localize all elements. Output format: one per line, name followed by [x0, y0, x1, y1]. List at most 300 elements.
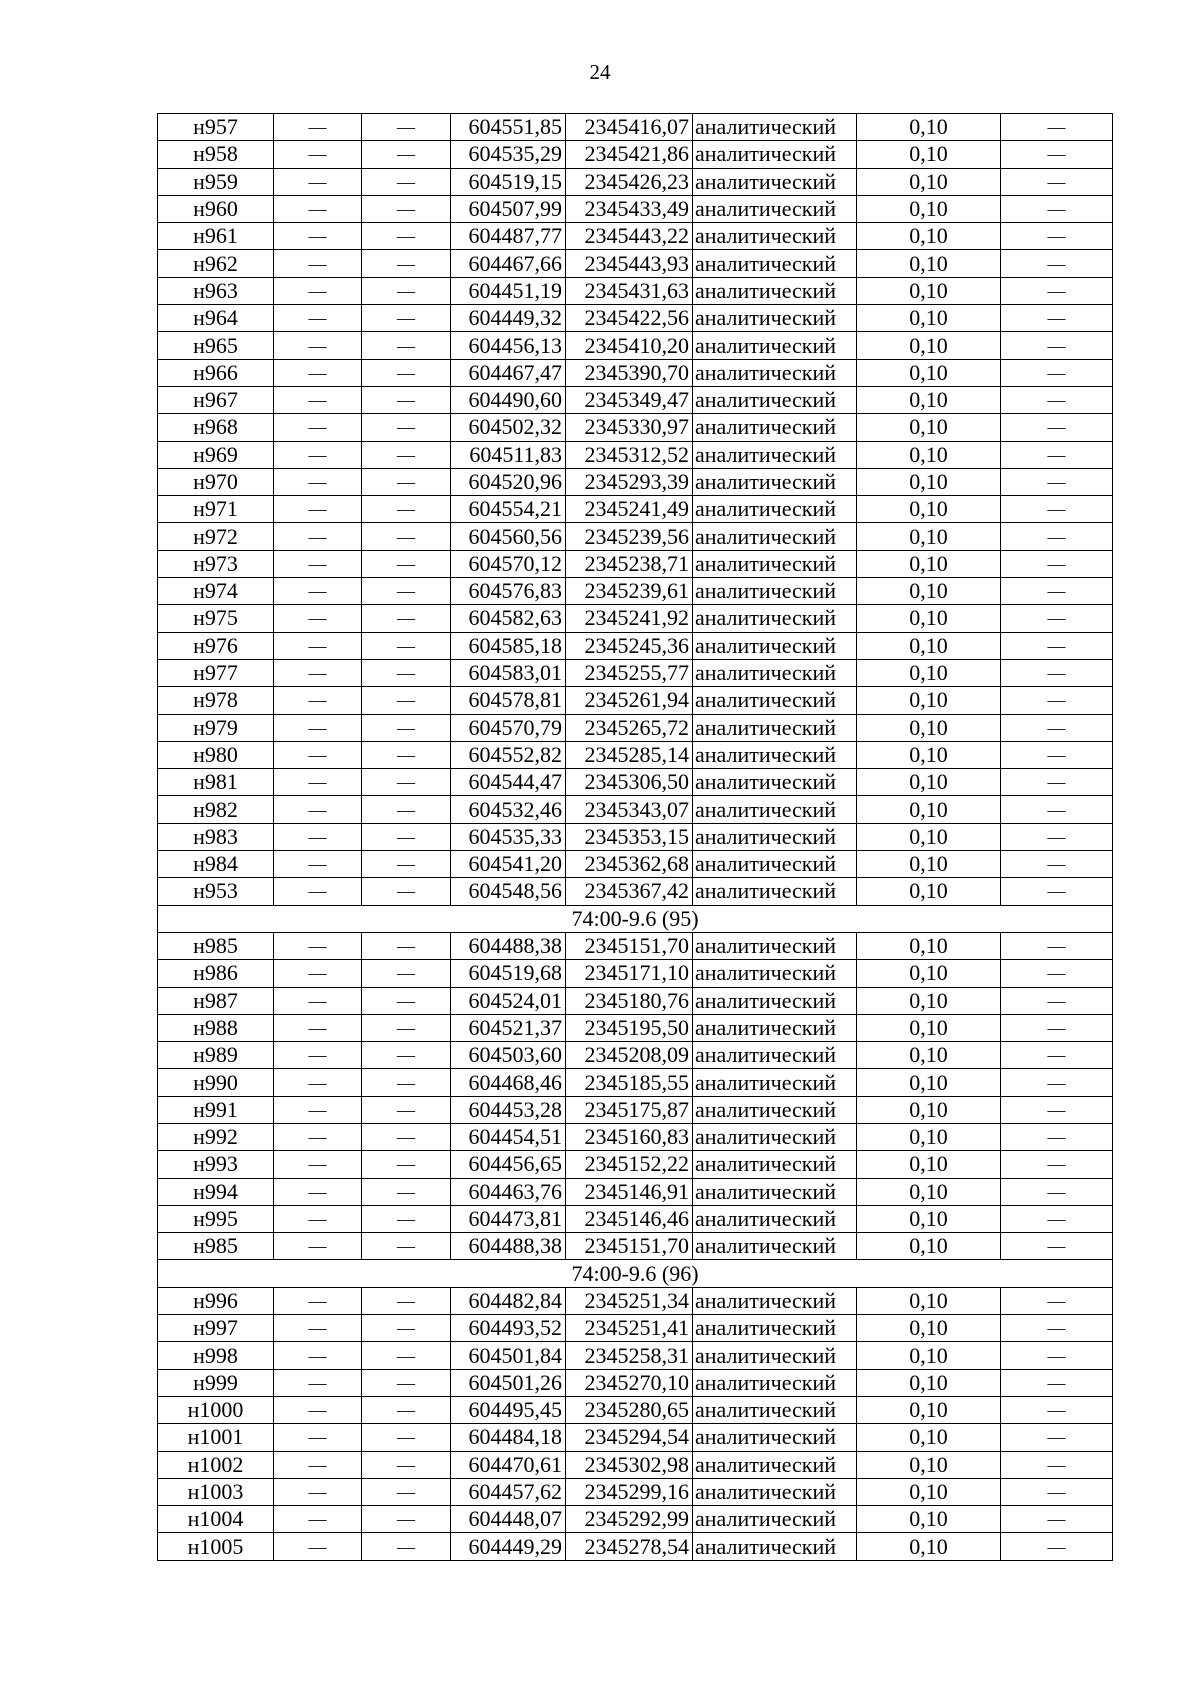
dash-cell: —: [1001, 386, 1113, 413]
point-cell: н998: [158, 1342, 274, 1369]
dash-cell: —: [274, 114, 362, 141]
x-coordinate-cell: 604544,47: [451, 769, 566, 796]
accuracy-cell: 0,10: [857, 195, 1001, 222]
y-coordinate-cell: 2345239,56: [566, 523, 693, 550]
dash-cell: —: [362, 1369, 451, 1396]
accuracy-cell: 0,10: [857, 1233, 1001, 1260]
y-coordinate-cell: 2345285,14: [566, 741, 693, 768]
dash-cell: —: [274, 1042, 362, 1069]
x-coordinate-cell: 604578,81: [451, 687, 566, 714]
y-coordinate-cell: 2345293,39: [566, 468, 693, 495]
dash-cell: —: [362, 714, 451, 741]
point-cell: н969: [158, 441, 274, 468]
dash-cell: —: [1001, 878, 1113, 905]
method-cell: аналитический: [693, 605, 857, 632]
method-cell: аналитический: [693, 1042, 857, 1069]
dash-cell: —: [274, 1424, 362, 1451]
dash-cell: —: [274, 659, 362, 686]
accuracy-cell: 0,10: [857, 332, 1001, 359]
point-cell: н1004: [158, 1506, 274, 1533]
table-row: [158, 823, 1113, 850]
method-cell: аналитический: [693, 1123, 857, 1150]
y-coordinate-cell: 2345330,97: [566, 414, 693, 441]
point-cell: н983: [158, 823, 274, 850]
method-cell: аналитический: [693, 960, 857, 987]
x-coordinate-cell: 604467,47: [451, 359, 566, 386]
dash-cell: —: [274, 168, 362, 195]
x-coordinate-cell: 604448,07: [451, 1506, 566, 1533]
table-row: [158, 878, 1113, 905]
method-cell: аналитический: [693, 250, 857, 277]
table-row: [158, 1533, 1113, 1560]
table-row: [158, 250, 1113, 277]
dash-cell: —: [274, 250, 362, 277]
method-cell: аналитический: [693, 168, 857, 195]
y-coordinate-cell: 2345433,49: [566, 195, 693, 222]
dash-cell: —: [1001, 496, 1113, 523]
method-cell: аналитический: [693, 1342, 857, 1369]
accuracy-cell: 0,10: [857, 1069, 1001, 1096]
accuracy-cell: 0,10: [857, 223, 1001, 250]
y-coordinate-cell: 2345151,70: [566, 1233, 693, 1260]
dash-cell: —: [274, 332, 362, 359]
point-cell: н982: [158, 796, 274, 823]
method-cell: аналитический: [693, 851, 857, 878]
section-heading-row: [158, 1260, 1113, 1287]
table-row: [158, 523, 1113, 550]
accuracy-cell: 0,10: [857, 987, 1001, 1014]
dash-cell: —: [1001, 578, 1113, 605]
dash-cell: —: [362, 250, 451, 277]
dash-cell: —: [1001, 823, 1113, 850]
y-coordinate-cell: 2345421,86: [566, 141, 693, 168]
x-coordinate-cell: 604532,46: [451, 796, 566, 823]
y-coordinate-cell: 2345245,36: [566, 632, 693, 659]
dash-cell: —: [362, 223, 451, 250]
dash-cell: —: [1001, 441, 1113, 468]
dash-cell: —: [362, 878, 451, 905]
dash-cell: —: [362, 578, 451, 605]
y-coordinate-cell: 2345294,54: [566, 1424, 693, 1451]
dash-cell: —: [362, 796, 451, 823]
table-row: [158, 960, 1113, 987]
point-cell: н971: [158, 496, 274, 523]
x-coordinate-cell: 604453,28: [451, 1096, 566, 1123]
table-row: [158, 1233, 1113, 1260]
method-cell: аналитический: [693, 659, 857, 686]
dash-cell: —: [274, 1014, 362, 1041]
y-coordinate-cell: 2345208,09: [566, 1042, 693, 1069]
table-row: [158, 305, 1113, 332]
accuracy-cell: 0,10: [857, 932, 1001, 959]
dash-cell: —: [362, 1042, 451, 1069]
accuracy-cell: 0,10: [857, 1205, 1001, 1232]
dash-cell: —: [362, 386, 451, 413]
dash-cell: —: [362, 114, 451, 141]
table-row: [158, 496, 1113, 523]
point-cell: н989: [158, 1042, 274, 1069]
dash-cell: —: [1001, 523, 1113, 550]
method-cell: аналитический: [693, 1315, 857, 1342]
method-cell: аналитический: [693, 1451, 857, 1478]
point-cell: н963: [158, 277, 274, 304]
dash-cell: —: [362, 414, 451, 441]
x-coordinate-cell: 604535,29: [451, 141, 566, 168]
dash-cell: —: [274, 851, 362, 878]
point-cell: н959: [158, 168, 274, 195]
x-coordinate-cell: 604467,66: [451, 250, 566, 277]
y-coordinate-cell: 2345146,46: [566, 1205, 693, 1232]
y-coordinate-cell: 2345180,76: [566, 987, 693, 1014]
method-cell: аналитический: [693, 714, 857, 741]
y-coordinate-cell: 2345422,56: [566, 305, 693, 332]
dash-cell: —: [274, 741, 362, 768]
table-row: [158, 468, 1113, 495]
table-row: [158, 1396, 1113, 1423]
dash-cell: —: [362, 332, 451, 359]
x-coordinate-cell: 604490,60: [451, 386, 566, 413]
point-cell: н1001: [158, 1424, 274, 1451]
method-cell: аналитический: [693, 359, 857, 386]
dash-cell: —: [274, 714, 362, 741]
point-cell: н987: [158, 987, 274, 1014]
accuracy-cell: 0,10: [857, 1151, 1001, 1178]
dash-cell: —: [362, 1151, 451, 1178]
y-coordinate-cell: 2345195,50: [566, 1014, 693, 1041]
accuracy-cell: 0,10: [857, 1342, 1001, 1369]
dash-cell: —: [274, 1178, 362, 1205]
x-coordinate-cell: 604576,83: [451, 578, 566, 605]
dash-cell: —: [1001, 1233, 1113, 1260]
table-row: [158, 386, 1113, 413]
y-coordinate-cell: 2345238,71: [566, 550, 693, 577]
point-cell: н976: [158, 632, 274, 659]
point-cell: н974: [158, 578, 274, 605]
table-row: [158, 114, 1113, 141]
dash-cell: —: [362, 987, 451, 1014]
point-cell: н965: [158, 332, 274, 359]
dash-cell: —: [362, 1315, 451, 1342]
table-row: [158, 769, 1113, 796]
dash-cell: —: [1001, 1287, 1113, 1314]
method-cell: аналитический: [693, 305, 857, 332]
dash-cell: —: [274, 932, 362, 959]
x-coordinate-cell: 604457,62: [451, 1478, 566, 1505]
accuracy-cell: 0,10: [857, 741, 1001, 768]
dash-cell: —: [1001, 632, 1113, 659]
dash-cell: —: [274, 1451, 362, 1478]
method-cell: аналитический: [693, 550, 857, 577]
accuracy-cell: 0,10: [857, 1096, 1001, 1123]
y-coordinate-cell: 2345349,47: [566, 386, 693, 413]
accuracy-cell: 0,10: [857, 550, 1001, 577]
x-coordinate-cell: 604535,33: [451, 823, 566, 850]
dash-cell: —: [274, 687, 362, 714]
method-cell: аналитический: [693, 769, 857, 796]
dash-cell: —: [362, 550, 451, 577]
dash-cell: —: [362, 605, 451, 632]
y-coordinate-cell: 2345416,07: [566, 114, 693, 141]
dash-cell: —: [1001, 687, 1113, 714]
point-cell: н960: [158, 195, 274, 222]
y-coordinate-cell: 2345261,94: [566, 687, 693, 714]
y-coordinate-cell: 2345251,41: [566, 1315, 693, 1342]
y-coordinate-cell: 2345367,42: [566, 878, 693, 905]
point-cell: н968: [158, 414, 274, 441]
dash-cell: —: [362, 1451, 451, 1478]
accuracy-cell: 0,10: [857, 851, 1001, 878]
table-row: [158, 659, 1113, 686]
accuracy-cell: 0,10: [857, 1042, 1001, 1069]
x-coordinate-cell: 604502,32: [451, 414, 566, 441]
dash-cell: —: [274, 1506, 362, 1533]
dash-cell: —: [362, 851, 451, 878]
point-cell: н970: [158, 468, 274, 495]
accuracy-cell: 0,10: [857, 1123, 1001, 1150]
dash-cell: —: [362, 769, 451, 796]
method-cell: аналитический: [693, 195, 857, 222]
dash-cell: —: [362, 1123, 451, 1150]
x-coordinate-cell: 604503,60: [451, 1042, 566, 1069]
y-coordinate-cell: 2345443,22: [566, 223, 693, 250]
dash-cell: —: [274, 1069, 362, 1096]
y-coordinate-cell: 2345160,83: [566, 1123, 693, 1150]
method-cell: аналитический: [693, 386, 857, 413]
x-coordinate-cell: 604520,96: [451, 468, 566, 495]
table-row: [158, 223, 1113, 250]
method-cell: аналитический: [693, 414, 857, 441]
dash-cell: —: [1001, 359, 1113, 386]
accuracy-cell: 0,10: [857, 960, 1001, 987]
accuracy-cell: 0,10: [857, 1287, 1001, 1314]
dash-cell: —: [1001, 987, 1113, 1014]
dash-cell: —: [274, 960, 362, 987]
method-cell: аналитический: [693, 796, 857, 823]
x-coordinate-cell: 604451,19: [451, 277, 566, 304]
x-coordinate-cell: 604501,26: [451, 1369, 566, 1396]
dash-cell: —: [274, 496, 362, 523]
dash-cell: —: [1001, 332, 1113, 359]
point-cell: н966: [158, 359, 274, 386]
y-coordinate-cell: 2345302,98: [566, 1451, 693, 1478]
method-cell: аналитический: [693, 1478, 857, 1505]
point-cell: н984: [158, 851, 274, 878]
y-coordinate-cell: 2345390,70: [566, 359, 693, 386]
dash-cell: —: [1001, 223, 1113, 250]
dash-cell: —: [274, 195, 362, 222]
point-cell: н978: [158, 687, 274, 714]
table-row: [158, 1069, 1113, 1096]
accuracy-cell: 0,10: [857, 1506, 1001, 1533]
method-cell: аналитический: [693, 1287, 857, 1314]
y-coordinate-cell: 2345239,61: [566, 578, 693, 605]
table-row: [158, 1151, 1113, 1178]
y-coordinate-cell: 2345185,55: [566, 1069, 693, 1096]
dash-cell: —: [274, 1287, 362, 1314]
y-coordinate-cell: 2345146,91: [566, 1178, 693, 1205]
point-cell: н961: [158, 223, 274, 250]
y-coordinate-cell: 2345152,22: [566, 1151, 693, 1178]
dash-cell: —: [274, 1233, 362, 1260]
table-row: [158, 141, 1113, 168]
table-row: [158, 1424, 1113, 1451]
x-coordinate-cell: 604554,21: [451, 496, 566, 523]
dash-cell: —: [1001, 1151, 1113, 1178]
table-row: [158, 714, 1113, 741]
point-cell: н975: [158, 605, 274, 632]
point-cell: н996: [158, 1287, 274, 1314]
dash-cell: —: [274, 1478, 362, 1505]
dash-cell: —: [1001, 1424, 1113, 1451]
dash-cell: —: [1001, 1478, 1113, 1505]
accuracy-cell: 0,10: [857, 1369, 1001, 1396]
dash-cell: —: [362, 1533, 451, 1560]
method-cell: аналитический: [693, 1069, 857, 1096]
x-coordinate-cell: 604570,12: [451, 550, 566, 577]
accuracy-cell: 0,10: [857, 305, 1001, 332]
x-coordinate-cell: 604487,77: [451, 223, 566, 250]
page-number: 24: [589, 60, 611, 84]
y-coordinate-cell: 2345353,15: [566, 823, 693, 850]
x-coordinate-cell: 604470,61: [451, 1451, 566, 1478]
dash-cell: —: [1001, 1342, 1113, 1369]
point-cell: н957: [158, 114, 274, 141]
point-cell: н993: [158, 1151, 274, 1178]
method-cell: аналитический: [693, 1533, 857, 1560]
point-cell: н958: [158, 141, 274, 168]
accuracy-cell: 0,10: [857, 414, 1001, 441]
point-cell: н972: [158, 523, 274, 550]
accuracy-cell: 0,10: [857, 1478, 1001, 1505]
accuracy-cell: 0,10: [857, 114, 1001, 141]
point-cell: н981: [158, 769, 274, 796]
y-coordinate-cell: 2345175,87: [566, 1096, 693, 1123]
dash-cell: —: [362, 1096, 451, 1123]
accuracy-cell: 0,10: [857, 359, 1001, 386]
x-coordinate-cell: 604456,65: [451, 1151, 566, 1178]
accuracy-cell: 0,10: [857, 441, 1001, 468]
dash-cell: —: [362, 1205, 451, 1232]
x-coordinate-cell: 604484,18: [451, 1424, 566, 1451]
x-coordinate-cell: 604552,82: [451, 741, 566, 768]
table-row: [158, 1123, 1113, 1150]
point-cell: н1003: [158, 1478, 274, 1505]
x-coordinate-cell: 604473,81: [451, 1205, 566, 1232]
dash-cell: —: [274, 523, 362, 550]
y-coordinate-cell: 2345410,20: [566, 332, 693, 359]
method-cell: аналитический: [693, 1151, 857, 1178]
dash-cell: —: [274, 1315, 362, 1342]
table-row: [158, 632, 1113, 659]
accuracy-cell: 0,10: [857, 141, 1001, 168]
section-heading: 74:00-9.6 (96): [158, 1260, 1113, 1287]
table-row: [158, 1178, 1113, 1205]
method-cell: аналитический: [693, 441, 857, 468]
y-coordinate-cell: 2345343,07: [566, 796, 693, 823]
dash-cell: —: [274, 605, 362, 632]
method-cell: аналитический: [693, 1506, 857, 1533]
dash-cell: —: [274, 578, 362, 605]
table-row: [158, 687, 1113, 714]
dash-cell: —: [362, 932, 451, 959]
x-coordinate-cell: 604524,01: [451, 987, 566, 1014]
table-row: [158, 1096, 1113, 1123]
dash-cell: —: [274, 878, 362, 905]
accuracy-cell: 0,10: [857, 878, 1001, 905]
method-cell: аналитический: [693, 1396, 857, 1423]
x-coordinate-cell: 604548,56: [451, 878, 566, 905]
table-row: [158, 550, 1113, 577]
dash-cell: —: [362, 1424, 451, 1451]
method-cell: аналитический: [693, 1369, 857, 1396]
dash-cell: —: [1001, 796, 1113, 823]
point-cell: н977: [158, 659, 274, 686]
dash-cell: —: [362, 441, 451, 468]
x-coordinate-cell: 604454,51: [451, 1123, 566, 1150]
method-cell: аналитический: [693, 496, 857, 523]
accuracy-cell: 0,10: [857, 1315, 1001, 1342]
y-coordinate-cell: 2345278,54: [566, 1533, 693, 1560]
table-row: [158, 605, 1113, 632]
x-coordinate-cell: 604585,18: [451, 632, 566, 659]
section-heading-row: [158, 905, 1113, 932]
point-cell: н1005: [158, 1533, 274, 1560]
dash-cell: —: [1001, 1451, 1113, 1478]
dash-cell: —: [362, 960, 451, 987]
dash-cell: —: [1001, 1315, 1113, 1342]
dash-cell: —: [1001, 414, 1113, 441]
x-coordinate-cell: 604521,37: [451, 1014, 566, 1041]
point-cell: н985: [158, 1233, 274, 1260]
dash-cell: —: [362, 659, 451, 686]
dash-cell: —: [1001, 468, 1113, 495]
y-coordinate-cell: 2345443,93: [566, 250, 693, 277]
dash-cell: —: [362, 1506, 451, 1533]
accuracy-cell: 0,10: [857, 769, 1001, 796]
point-cell: н967: [158, 386, 274, 413]
point-cell: н988: [158, 1014, 274, 1041]
method-cell: аналитический: [693, 987, 857, 1014]
y-coordinate-cell: 2345258,31: [566, 1342, 693, 1369]
accuracy-cell: 0,10: [857, 1014, 1001, 1041]
y-coordinate-cell: 2345270,10: [566, 1369, 693, 1396]
method-cell: аналитический: [693, 114, 857, 141]
point-cell: н953: [158, 878, 274, 905]
dash-cell: —: [274, 277, 362, 304]
dash-cell: —: [1001, 605, 1113, 632]
x-coordinate-cell: 604583,01: [451, 659, 566, 686]
dash-cell: —: [274, 769, 362, 796]
dash-cell: —: [1001, 114, 1113, 141]
x-coordinate-cell: 604507,99: [451, 195, 566, 222]
point-cell: н1000: [158, 1396, 274, 1423]
dash-cell: —: [1001, 1506, 1113, 1533]
y-coordinate-cell: 2345292,99: [566, 1506, 693, 1533]
method-cell: аналитический: [693, 468, 857, 495]
accuracy-cell: 0,10: [857, 250, 1001, 277]
dash-cell: —: [274, 987, 362, 1014]
dash-cell: —: [362, 496, 451, 523]
dash-cell: —: [1001, 195, 1113, 222]
dash-cell: —: [362, 1014, 451, 1041]
dash-cell: —: [362, 305, 451, 332]
dash-cell: —: [274, 1342, 362, 1369]
method-cell: аналитический: [693, 141, 857, 168]
dash-cell: —: [362, 687, 451, 714]
dash-cell: —: [1001, 960, 1113, 987]
x-coordinate-cell: 604449,32: [451, 305, 566, 332]
dash-cell: —: [274, 550, 362, 577]
